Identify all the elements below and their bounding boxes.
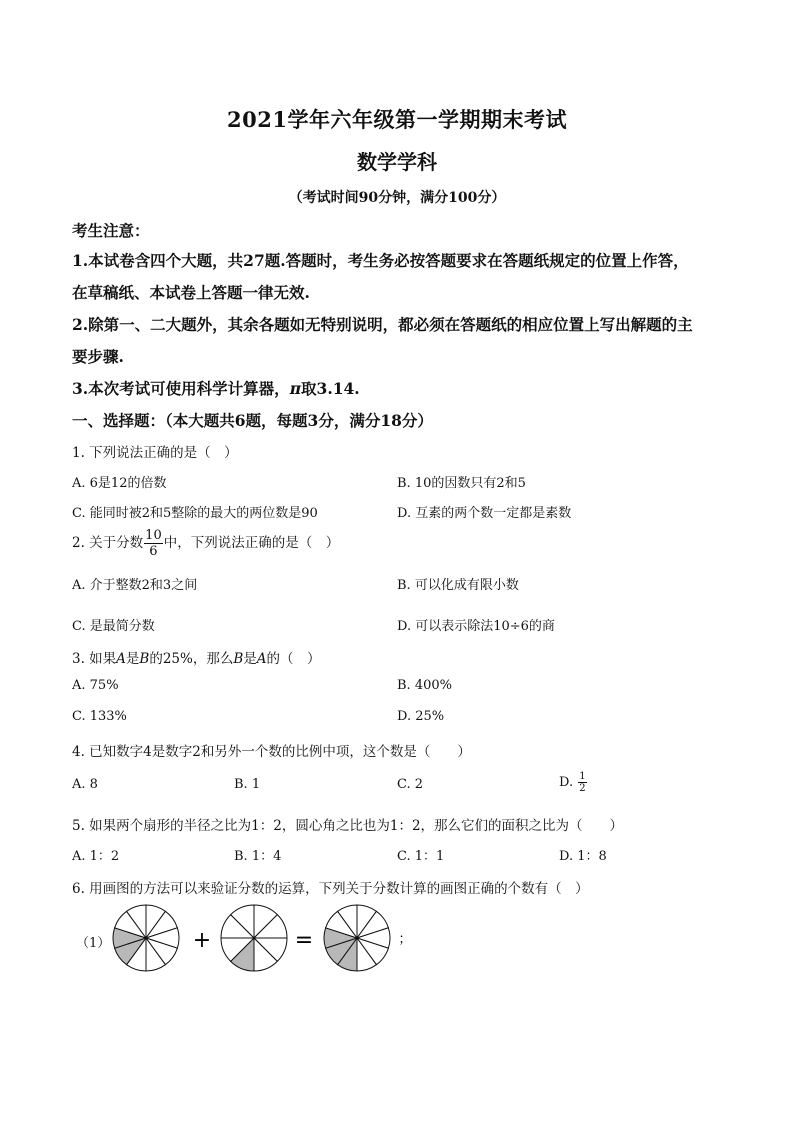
q5-stem: 5. 如果两个扇形的半径之比为1：2，圆心角之比也为1：2，那么它们的面积之比为（ ）	[72, 818, 624, 834]
q1-option-b: B. 10的因数只有2和5	[397, 476, 526, 491]
q6-plus-sign: +	[192, 928, 212, 953]
notice-heading: 考生注意：	[72, 221, 150, 240]
q2-option-c: C. 是最简分数	[72, 619, 155, 634]
q1-option-c: C. 能同时被2和5整除的最大的两位数是90	[72, 506, 318, 521]
q4-option-b: B. 1	[234, 777, 261, 792]
q2-option-b: B. 可以化成有限小数	[397, 578, 519, 593]
q4-option-d-denominator: 2	[579, 783, 586, 794]
q2-option-a: A. 介于整数2和3之间	[72, 578, 198, 593]
q3-var-b: B	[139, 651, 150, 667]
exam-subject: 数学学科	[357, 150, 437, 174]
q4-stem: 4. 已知数字4是数字2和另外一个数的比例中项，这个数是（ ）	[72, 744, 471, 760]
notice-item3-suffix: 取3.14.	[301, 379, 360, 398]
q4-option-d	[559, 771, 588, 794]
q3-option-d: D. 25%	[397, 709, 445, 724]
q2-stem-prefix: 2. 关于分数	[72, 535, 144, 551]
q3-stem-part1: 3. 如果	[72, 651, 117, 667]
q6-circle-2	[221, 905, 287, 971]
q5-option-b: B. 1：4	[234, 849, 282, 864]
q2-stem-suffix: 中，下列说法正确的是（ ）	[163, 535, 340, 551]
exam-title: 2021学年六年级第一学期期末考试	[227, 107, 567, 132]
q5-option-c: C. 1：1	[397, 849, 445, 864]
q4-option-d-numerator: 1	[579, 771, 586, 782]
q3-var-a2: A	[256, 651, 267, 667]
q3-option-c: C. 133%	[72, 709, 127, 724]
q5-option-d: D. 1：8	[559, 849, 607, 864]
q3-stem-part4: 是	[243, 651, 257, 667]
q2-fraction-denominator: 6	[149, 544, 158, 559]
q3-var-b2: B	[233, 651, 244, 667]
q1-option-a: A. 6是12的倍数	[72, 476, 167, 491]
q3-stem-part5: 的（ ）	[266, 651, 321, 667]
notice-item2-line1: 2.除第一、二大题外，其余各题如无特别说明，都必须在答题纸的相应位置上写出解题的主	[72, 315, 693, 334]
q4-option-d-prefix: D.	[559, 775, 574, 790]
q5-option-a: A. 1：2	[72, 849, 120, 864]
q3-stem-part2: 是	[125, 651, 140, 667]
notice-item1-line2: 在草稿纸、本试卷上答题一律无效.	[72, 283, 310, 302]
q3-option-a: A. 75%	[72, 678, 119, 693]
q3-var-a: A	[116, 651, 126, 667]
section1-heading: 一、选择题：（本大题共6题，每题3分，满分18分）	[72, 411, 433, 430]
q6-equals-sign: =	[294, 928, 314, 953]
q6-stem: 6. 用画图的方法可以来验证分数的运算，下列关于分数计算的画图正确的个数有（ ）	[72, 881, 589, 897]
q1-option-d: D. 互素的两个数一定都是素数	[397, 506, 572, 521]
q3-stem	[72, 647, 321, 667]
q6-figure	[100, 897, 520, 987]
notice-item2-line2: 要步骤.	[72, 347, 124, 366]
q4-option-d-fraction	[578, 771, 586, 794]
notice-item1-line1: 1.本试卷含四个大题，共27题.答题时，考生务必按答题要求在答题纸规定的位置上作答，	[72, 251, 689, 270]
q4-option-a: A. 8	[72, 777, 98, 792]
q2-stem	[72, 528, 339, 559]
exam-time-info: （考试时间90分钟，满分100分）	[288, 190, 506, 206]
q6-figure-label: （1）	[76, 936, 111, 951]
notice-item3	[72, 377, 360, 399]
q4-option-c: C. 2	[397, 777, 424, 792]
q1-stem: 1. 下列说法正确的是（ ）	[72, 445, 238, 461]
q6-end-mark: ；	[398, 932, 412, 947]
q6-circle-3	[324, 905, 390, 971]
q6-circle-1	[113, 905, 179, 971]
notice-item3-prefix: 3.本次考试可使用科学计算器，	[72, 379, 290, 398]
q2-fraction	[144, 528, 163, 559]
q2-fraction-numerator: 10	[145, 528, 162, 543]
q3-option-b: B. 400%	[397, 678, 452, 693]
pi-symbol: π	[289, 379, 302, 398]
q3-stem-part3: 的25%，那么	[149, 651, 234, 667]
q2-option-d: D. 可以表示除法10÷6的商	[397, 619, 555, 634]
